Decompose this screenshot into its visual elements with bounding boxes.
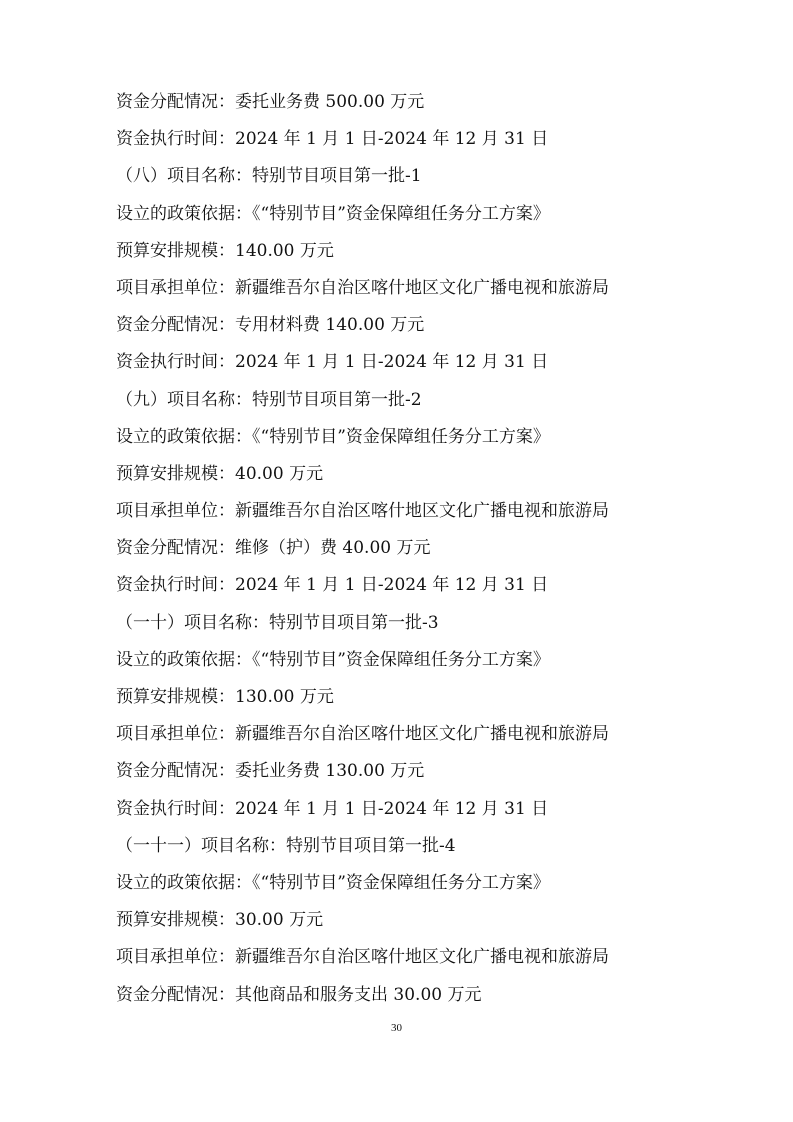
undertaking-unit-line: 项目承担单位：新疆维吾尔自治区喀什地区文化广播电视和旅游局 — [116, 947, 609, 968]
execution-period-line: 资金执行时间：2024 年 1 月 1 日-2024 年 12 月 31 日 — [116, 129, 549, 150]
project-8-title: （八）项目名称：特别节目项目第一批-1 — [116, 166, 422, 187]
fund-allocation-line: 资金分配情况：委托业务费 500.00 万元 — [116, 92, 425, 112]
page-number: 30 — [391, 1022, 402, 1034]
undertaking-unit-line: 项目承担单位：新疆维吾尔自治区喀什地区文化广播电视和旅游局 — [116, 501, 609, 522]
undertaking-unit-line: 项目承担单位：新疆维吾尔自治区喀什地区文化广播电视和旅游局 — [116, 277, 609, 298]
budget-scale-line: 预算安排规模：140.00 万元 — [116, 240, 334, 261]
policy-basis-line: 设立的政策依据：《“特别节目”资金保障组任务分工方案》 — [116, 426, 550, 447]
budget-scale-line: 预算安排规模：130.00 万元 — [116, 687, 334, 707]
project-9-title: （九）项目名称：特别节目项目第一批-2 — [116, 389, 422, 410]
project-10-title: （一十）项目名称：特别节目项目第一批-3 — [116, 612, 439, 633]
fund-allocation-line: 资金分配情况：专用材料费 140.00 万元 — [116, 315, 425, 336]
document-body — [116, 84, 716, 1014]
budget-scale-line: 预算安排规模：40.00 万元 — [116, 463, 324, 484]
undertaking-unit-line: 项目承担单位：新疆维吾尔自治区喀什地区文化广播电视和旅游局 — [116, 724, 609, 745]
execution-period-line: 资金执行时间：2024 年 1 月 1 日-2024 年 12 月 31 日 — [116, 575, 549, 596]
execution-period-line: 资金执行时间：2024 年 1 月 1 日-2024 年 12 月 31 日 — [116, 352, 549, 373]
execution-period-line: 资金执行时间：2024 年 1 月 1 日-2024 年 12 月 31 日 — [116, 798, 549, 819]
fund-allocation-line: 资金分配情况：委托业务费 130.00 万元 — [116, 761, 425, 782]
policy-basis-line: 设立的政策依据：《“特别节目”资金保障组任务分工方案》 — [116, 872, 550, 893]
project-11-title: （一十一）项目名称：特别节目项目第一批-4 — [116, 835, 456, 856]
fund-allocation-line: 资金分配情况：维修（护）费 40.00 万元 — [116, 538, 431, 559]
policy-basis-line: 设立的政策依据：《“特别节目”资金保障组任务分工方案》 — [116, 649, 550, 670]
budget-scale-line: 预算安排规模：30.00 万元 — [116, 910, 324, 931]
policy-basis-line: 设立的政策依据：《“特别节目”资金保障组任务分工方案》 — [116, 203, 550, 224]
fund-allocation-line: 资金分配情况：其他商品和服务支出 30.00 万元 — [116, 984, 482, 1005]
